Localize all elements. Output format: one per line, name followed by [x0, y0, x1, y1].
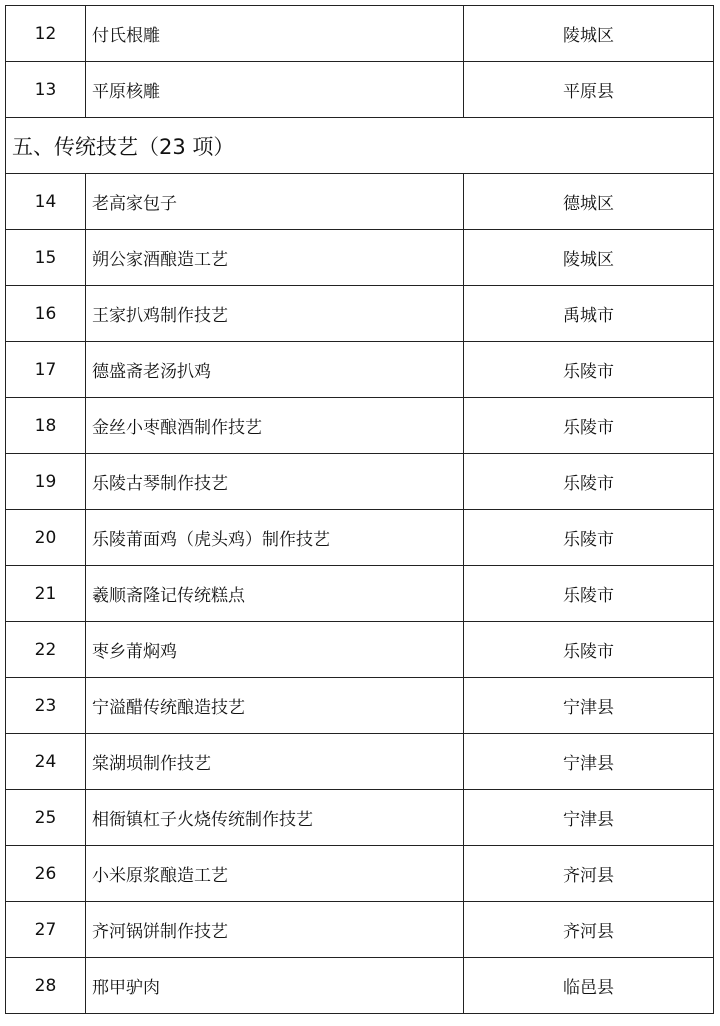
item-name: 枣乡莆焖鸡: [86, 622, 464, 678]
row-number: 23: [6, 678, 86, 734]
item-name: 羲顺斋隆记传统糕点: [86, 566, 464, 622]
item-location: 禹城市: [464, 286, 714, 342]
row-number: 12: [6, 6, 86, 62]
row-number: 19: [6, 454, 86, 510]
item-name: 邢甲驴肉: [86, 958, 464, 1014]
item-location: 齐河县: [464, 846, 714, 902]
item-name: 付氏根雕: [86, 6, 464, 62]
item-name: 德盛斋老汤扒鸡: [86, 342, 464, 398]
table-row: [6, 454, 714, 510]
item-name: 宁溢醋传统酿造技艺: [86, 678, 464, 734]
table-row: [6, 230, 714, 286]
item-location: 齐河县: [464, 902, 714, 958]
item-location: 乐陵市: [464, 454, 714, 510]
row-number: 22: [6, 622, 86, 678]
item-name: 平原核雕: [86, 62, 464, 118]
item-name: 王家扒鸡制作技艺: [86, 286, 464, 342]
item-name: 乐陵古琴制作技艺: [86, 454, 464, 510]
item-name: 相衙镇杠子火烧传统制作技艺: [86, 790, 464, 846]
row-number: 14: [6, 174, 86, 230]
table-row: [6, 566, 714, 622]
row-number: 13: [6, 62, 86, 118]
heritage-table: [5, 5, 714, 1014]
item-location: 平原县: [464, 62, 714, 118]
item-location: 陵城区: [464, 6, 714, 62]
item-location: 临邑县: [464, 958, 714, 1014]
item-location: 乐陵市: [464, 342, 714, 398]
table-row: [6, 6, 714, 62]
row-number: 15: [6, 230, 86, 286]
item-location: 乐陵市: [464, 510, 714, 566]
item-name: 棠湖埙制作技艺: [86, 734, 464, 790]
item-location: 乐陵市: [464, 566, 714, 622]
row-number: 16: [6, 286, 86, 342]
row-number: 26: [6, 846, 86, 902]
table-row: [6, 902, 714, 958]
item-name: 金丝小枣酿酒制作技艺: [86, 398, 464, 454]
row-number: 20: [6, 510, 86, 566]
section-header-row: [6, 118, 714, 174]
row-number: 25: [6, 790, 86, 846]
row-number: 17: [6, 342, 86, 398]
item-location: 宁津县: [464, 678, 714, 734]
table-row: [6, 734, 714, 790]
item-location: 宁津县: [464, 790, 714, 846]
item-name: 乐陵莆面鸡（虎头鸡）制作技艺: [86, 510, 464, 566]
table-body: [6, 6, 714, 1014]
row-number: 27: [6, 902, 86, 958]
item-name: 朔公家酒酿造工艺: [86, 230, 464, 286]
item-location: 德城区: [464, 174, 714, 230]
table-row: [6, 342, 714, 398]
table-row: [6, 790, 714, 846]
table-row: [6, 678, 714, 734]
item-location: 乐陵市: [464, 398, 714, 454]
item-name: 老高家包子: [86, 174, 464, 230]
table-row: [6, 510, 714, 566]
table-row: [6, 958, 714, 1014]
table-row: [6, 174, 714, 230]
item-location: 乐陵市: [464, 622, 714, 678]
table-row: [6, 846, 714, 902]
item-name: 齐河锅饼制作技艺: [86, 902, 464, 958]
item-name: 小米原浆酿造工艺: [86, 846, 464, 902]
row-number: 21: [6, 566, 86, 622]
item-location: 陵城区: [464, 230, 714, 286]
table-row: [6, 398, 714, 454]
item-location: 宁津县: [464, 734, 714, 790]
row-number: 18: [6, 398, 86, 454]
section-title: 五、传统技艺（23 项）: [6, 118, 714, 174]
table-row: [6, 286, 714, 342]
row-number: 28: [6, 958, 86, 1014]
row-number: 24: [6, 734, 86, 790]
table-row: [6, 62, 714, 118]
table-row: [6, 622, 714, 678]
